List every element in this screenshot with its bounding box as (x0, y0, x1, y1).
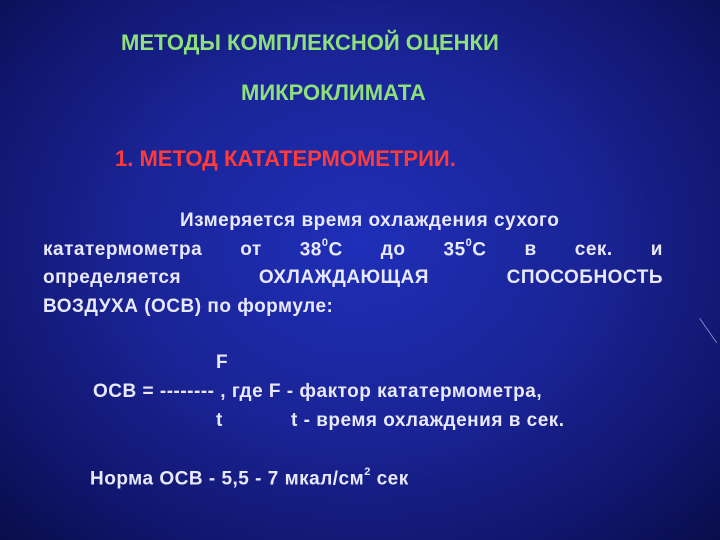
word: в (524, 239, 537, 260)
title-line-1: МЕТОДЫ КОМПЛЕКСНОЙ ОЦЕНКИ (121, 30, 499, 55)
word: от (240, 239, 262, 260)
section-heading: 1. МЕТОД КАТАТЕРМОМЕТРИИ. (115, 146, 456, 171)
word: до (380, 239, 406, 260)
norm-text: Норма ОСВ - 5,5 - 7 мкал/$см^2$ сек (90, 466, 409, 490)
formula-main: ОСВ = -------- , где F - фактор кататермометра, (93, 381, 543, 402)
paragraph-line-4: ВОЗДУХА (ОСВ) по формуле: (43, 296, 334, 317)
word: сек. (574, 239, 613, 260)
paragraph-line-2 (43, 239, 663, 261)
paragraph-line-1: Измеряется время охлаждения сухого (180, 210, 560, 231)
word: СПОСОБНОСТЬ (506, 267, 663, 288)
decorative-line (699, 318, 717, 343)
temperature-35: $35^0С$ (443, 237, 487, 261)
formula-numerator: F (216, 352, 229, 373)
temperature-38: $38^0С$ (299, 237, 343, 261)
word: кататермометра (43, 239, 203, 260)
word: определяется (43, 267, 182, 288)
title-line-2: МИКРОКЛИМАТА (241, 80, 426, 105)
norm-superscript: 2 (364, 466, 371, 478)
word: ОХЛАЖДАЮЩАЯ (258, 267, 429, 288)
formula-denominator: t (216, 410, 223, 431)
paragraph-line-3 (43, 267, 663, 289)
formula-note: t - время охлаждения в сек. (291, 410, 565, 431)
word: и (650, 239, 663, 260)
